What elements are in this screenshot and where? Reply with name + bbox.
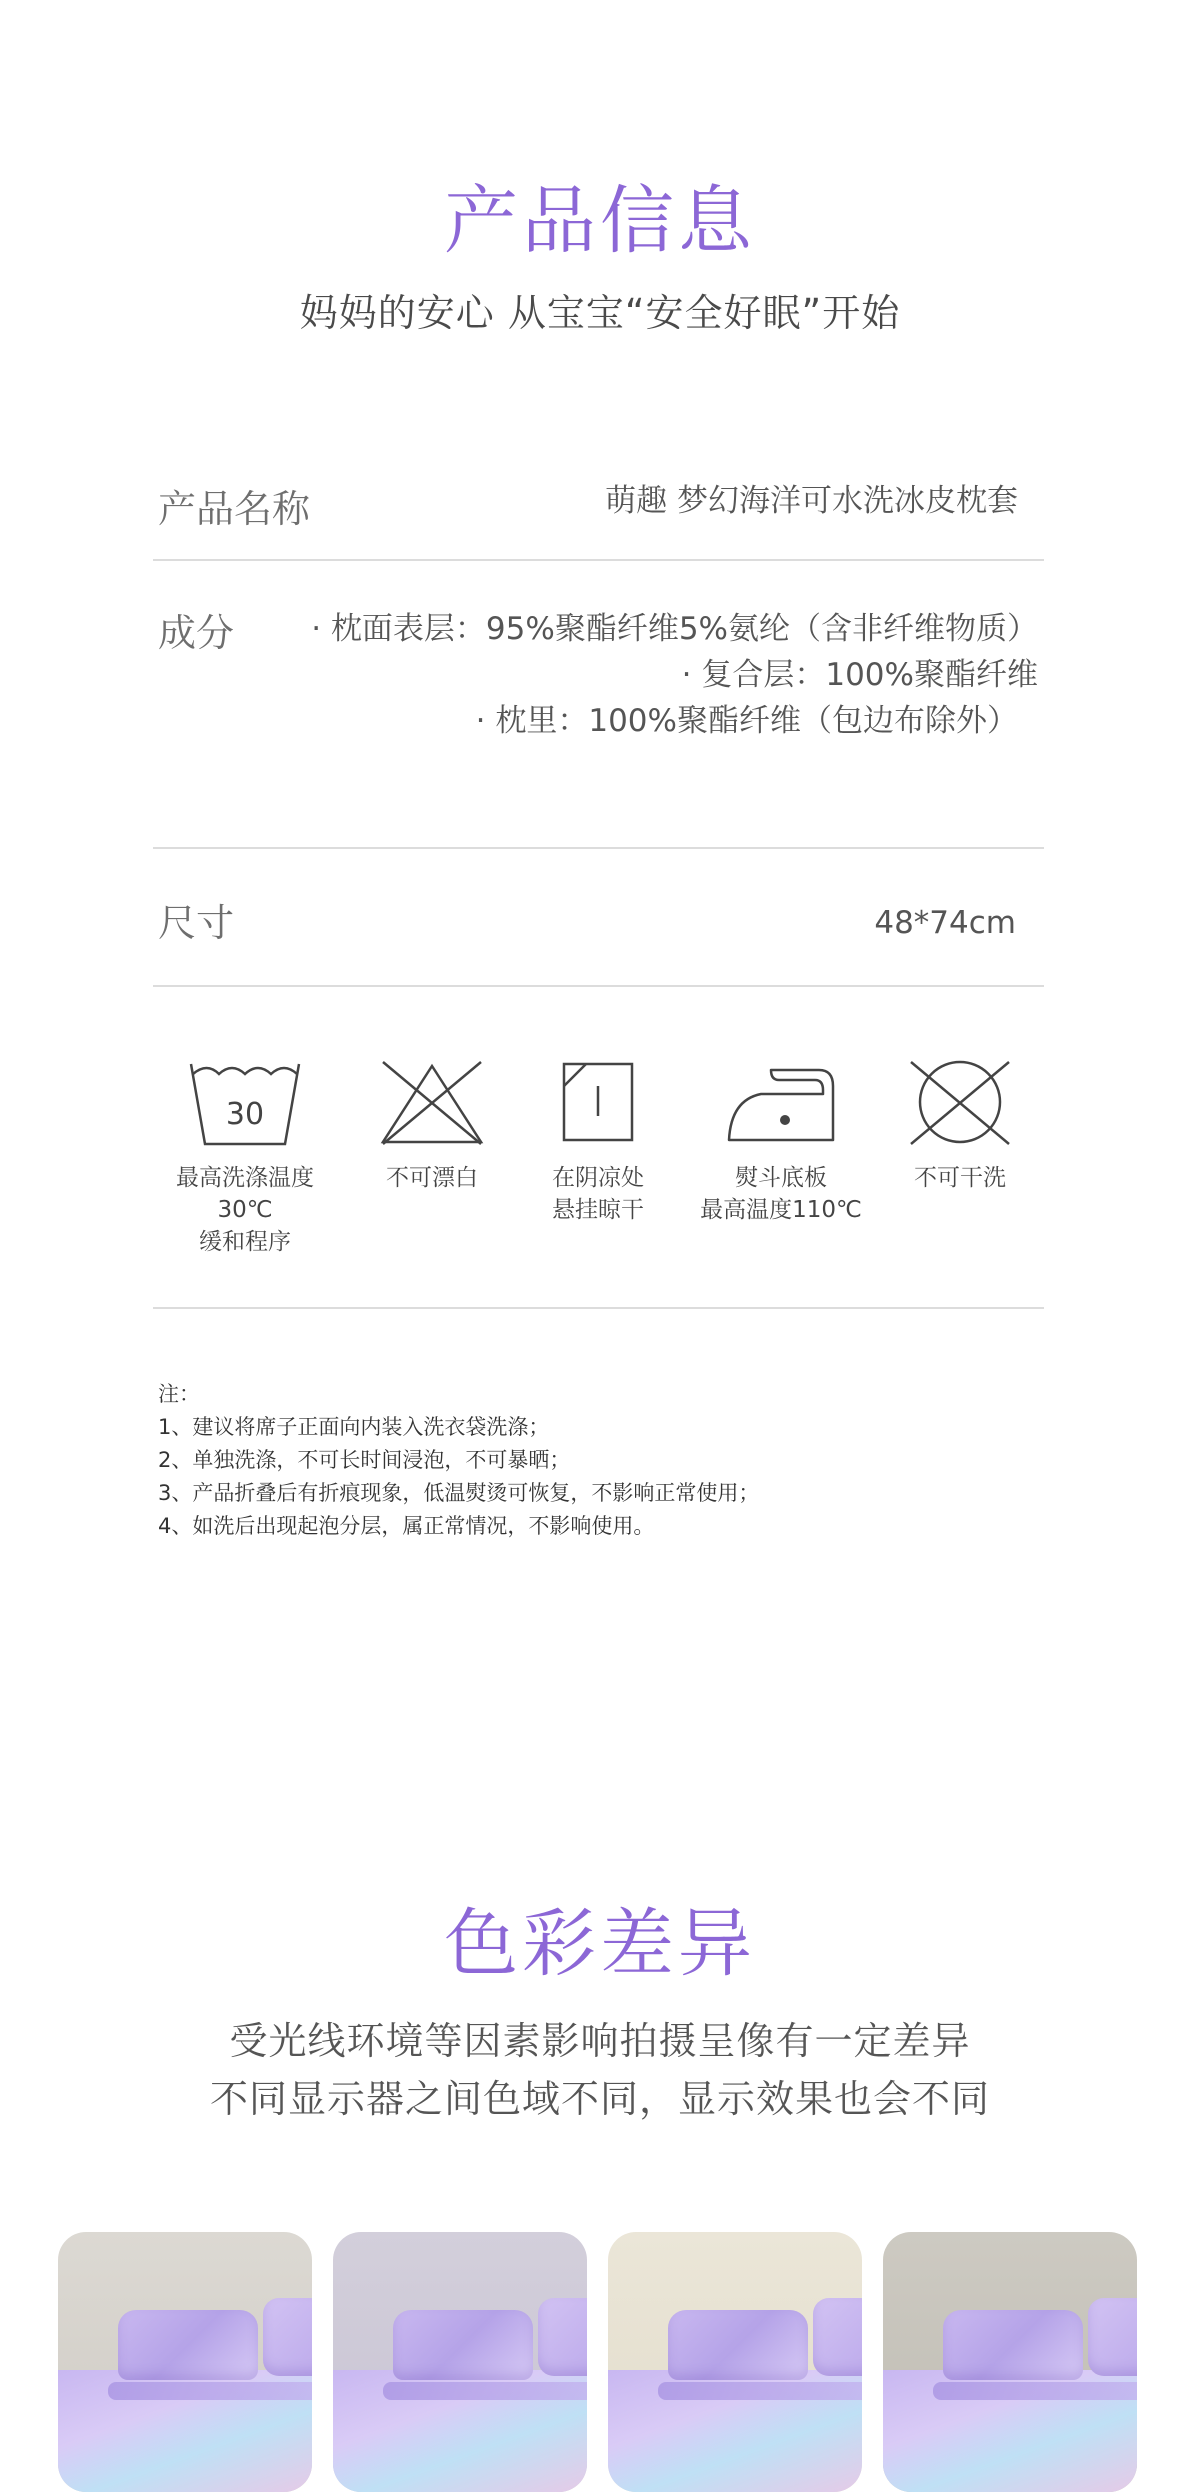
product-photo-4 [883, 2232, 1137, 2492]
no-bleach-icon [377, 1056, 487, 1148]
note-line: 3、产品折叠后有折痕现象，低温熨烫可恢复，不影响正常使用； [158, 1481, 760, 1505]
composition-label: 成分 [158, 611, 235, 655]
size-label: 尺寸 [158, 901, 235, 945]
color-diff-line: 不同显示器之间色域不同，显示效果也会不同 [209, 2077, 990, 2121]
color-diff-title: 色彩差异 [444, 1901, 756, 1987]
product-photo-2 [333, 2232, 587, 2492]
care-label [503, 1162, 693, 1226]
care-label [686, 1162, 876, 1226]
product-info-subtitle: 妈妈的安心 从宝宝“安全好眠”开始 [299, 291, 901, 335]
care-label [150, 1162, 340, 1258]
no-dry-clean-icon [905, 1056, 1015, 1148]
composition-line: · 枕里：100%聚酯纤维（包边布除外） [475, 703, 1018, 739]
care-label [865, 1162, 1055, 1194]
care-label-line: 不可干洗 [914, 1165, 1006, 1191]
product-photo-3 [608, 2232, 862, 2492]
notes [158, 1378, 759, 1543]
care-label-line: 在阴凉处 [552, 1165, 644, 1191]
color-diff-text [0, 2012, 1200, 2128]
care-label [337, 1162, 527, 1194]
care-item-no-bleach [337, 1056, 527, 1194]
wash-30-icon [189, 1056, 301, 1148]
divider [153, 1307, 1044, 1309]
care-label-line: 悬挂晾干 [552, 1197, 644, 1223]
size-value: 48*74cm [874, 905, 1016, 941]
divider [153, 985, 1044, 987]
care-item-no-dry-clean [865, 1056, 1055, 1194]
notes-heading: 注： [158, 1382, 200, 1406]
product-name-label: 产品名称 [158, 487, 311, 531]
line-dry-shade-icon [558, 1056, 638, 1148]
care-label-line: 熨斗底板 [735, 1165, 827, 1191]
composition-value [311, 606, 1038, 744]
care-item-iron [686, 1056, 876, 1226]
care-item-wash [150, 1056, 340, 1258]
care-label-line: 缓和程序 [199, 1229, 291, 1255]
note-line: 4、如洗后出现起泡分层，属正常情况，不影响使用。 [158, 1514, 655, 1538]
care-item-line-dry [503, 1056, 693, 1226]
care-label-line: 最高洗涤温度30℃ [176, 1165, 314, 1223]
divider [153, 559, 1044, 561]
composition-line: · 枕面表层：95%聚酯纤维5%氨纶（含非纤维物质） [311, 611, 1038, 647]
product-photo-1 [58, 2232, 312, 2492]
divider [153, 847, 1044, 849]
wash-temp-text: 30 [225, 1097, 265, 1132]
note-line: 1、建议将席子正面向内装入洗衣袋洗涤； [158, 1415, 550, 1439]
note-line: 2、单独洗涤，不可长时间浸泡，不可暴晒； [158, 1448, 571, 1472]
product-info-title: 产品信息 [444, 178, 756, 264]
iron-low-icon [723, 1056, 839, 1148]
care-label-line: 最高温度110℃ [700, 1197, 862, 1223]
composition-line: · 复合层：100%聚酯纤维 [681, 657, 1038, 693]
care-label-line: 不可漂白 [386, 1165, 478, 1191]
product-name-value: 萌趣 梦幻海洋可水洗冰皮枕套 [605, 483, 1018, 519]
color-diff-line: 受光线环境等因素影响拍摄呈像有一定差异 [229, 2019, 971, 2063]
